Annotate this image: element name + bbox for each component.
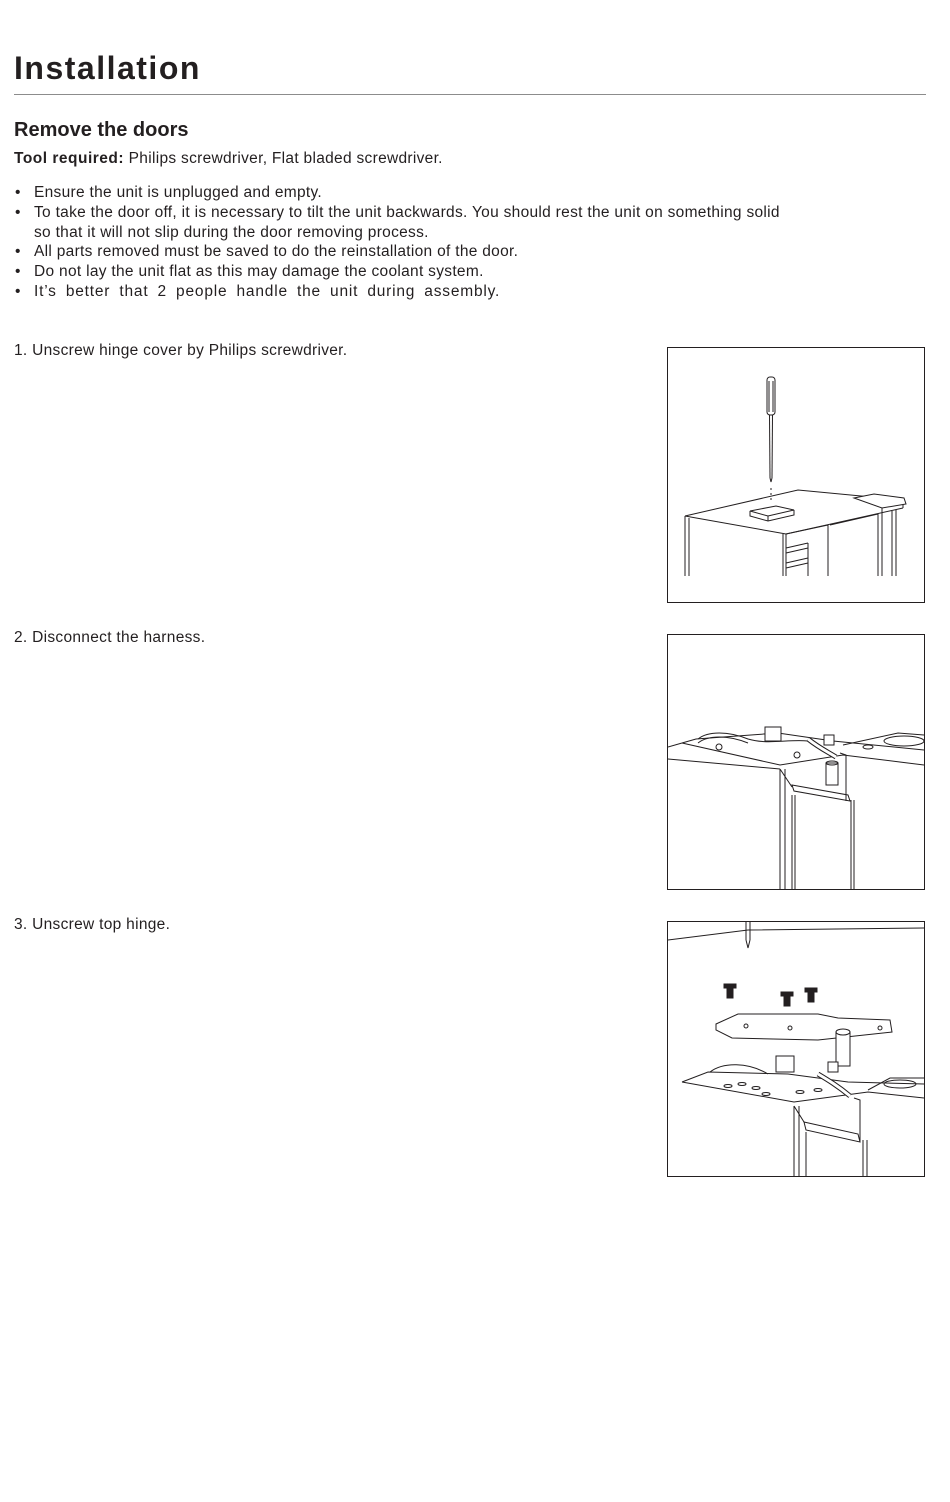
section-title: Remove the doors xyxy=(14,119,189,141)
list-item xyxy=(14,242,934,262)
bullet-icon: • xyxy=(15,184,21,201)
step-2-text: 2. Disconnect the harness. xyxy=(14,629,206,646)
bullet-icon: • xyxy=(15,243,21,261)
step-2-illustration xyxy=(667,634,925,890)
title-divider xyxy=(14,94,926,95)
list-item xyxy=(14,282,934,302)
page-title: Installation xyxy=(14,50,201,86)
bullet-icon: • xyxy=(15,263,21,281)
list-item-text: Do not lay the unit flat as this may damage the coolant system. xyxy=(34,263,484,281)
bullet-icon: • xyxy=(15,282,22,300)
step-1-text: 1. Unscrew hinge cover by Philips screwdriver. xyxy=(14,342,348,359)
list-item-text: All parts removed must be saved to do the reinstallation of the door. xyxy=(34,243,519,261)
list-item-text-continued: so that it will not slip during the door removing process. xyxy=(34,223,429,241)
top-hinge-with-screws-icon xyxy=(668,922,924,1176)
bullet-icon: • xyxy=(15,203,21,221)
step-3-illustration xyxy=(667,921,925,1177)
list-item xyxy=(14,262,934,282)
tool-required-label: Tool required: xyxy=(14,150,125,167)
list-item-text: To take the door off, it is necessary to tilt the unit backwards. You should rest the unit on something solid xyxy=(34,203,780,221)
list-item-text: Ensure the unit is unplugged and empty. xyxy=(34,184,323,201)
tool-required-line xyxy=(14,149,443,169)
precautions-list xyxy=(14,183,934,302)
list-item xyxy=(14,183,934,203)
list-item xyxy=(14,203,934,243)
tool-required-value: Philips screwdriver, Flat bladed screwdriver. xyxy=(124,150,443,167)
list-item-text: It’s better that 2 people handle the unit during assembly. xyxy=(34,282,501,300)
step-3-text: 3. Unscrew top hinge. xyxy=(14,916,171,933)
screwdriver-over-hinge-cover-icon xyxy=(668,348,924,602)
step-1-illustration xyxy=(667,347,925,603)
hinge-harness-connector-icon xyxy=(668,635,924,889)
